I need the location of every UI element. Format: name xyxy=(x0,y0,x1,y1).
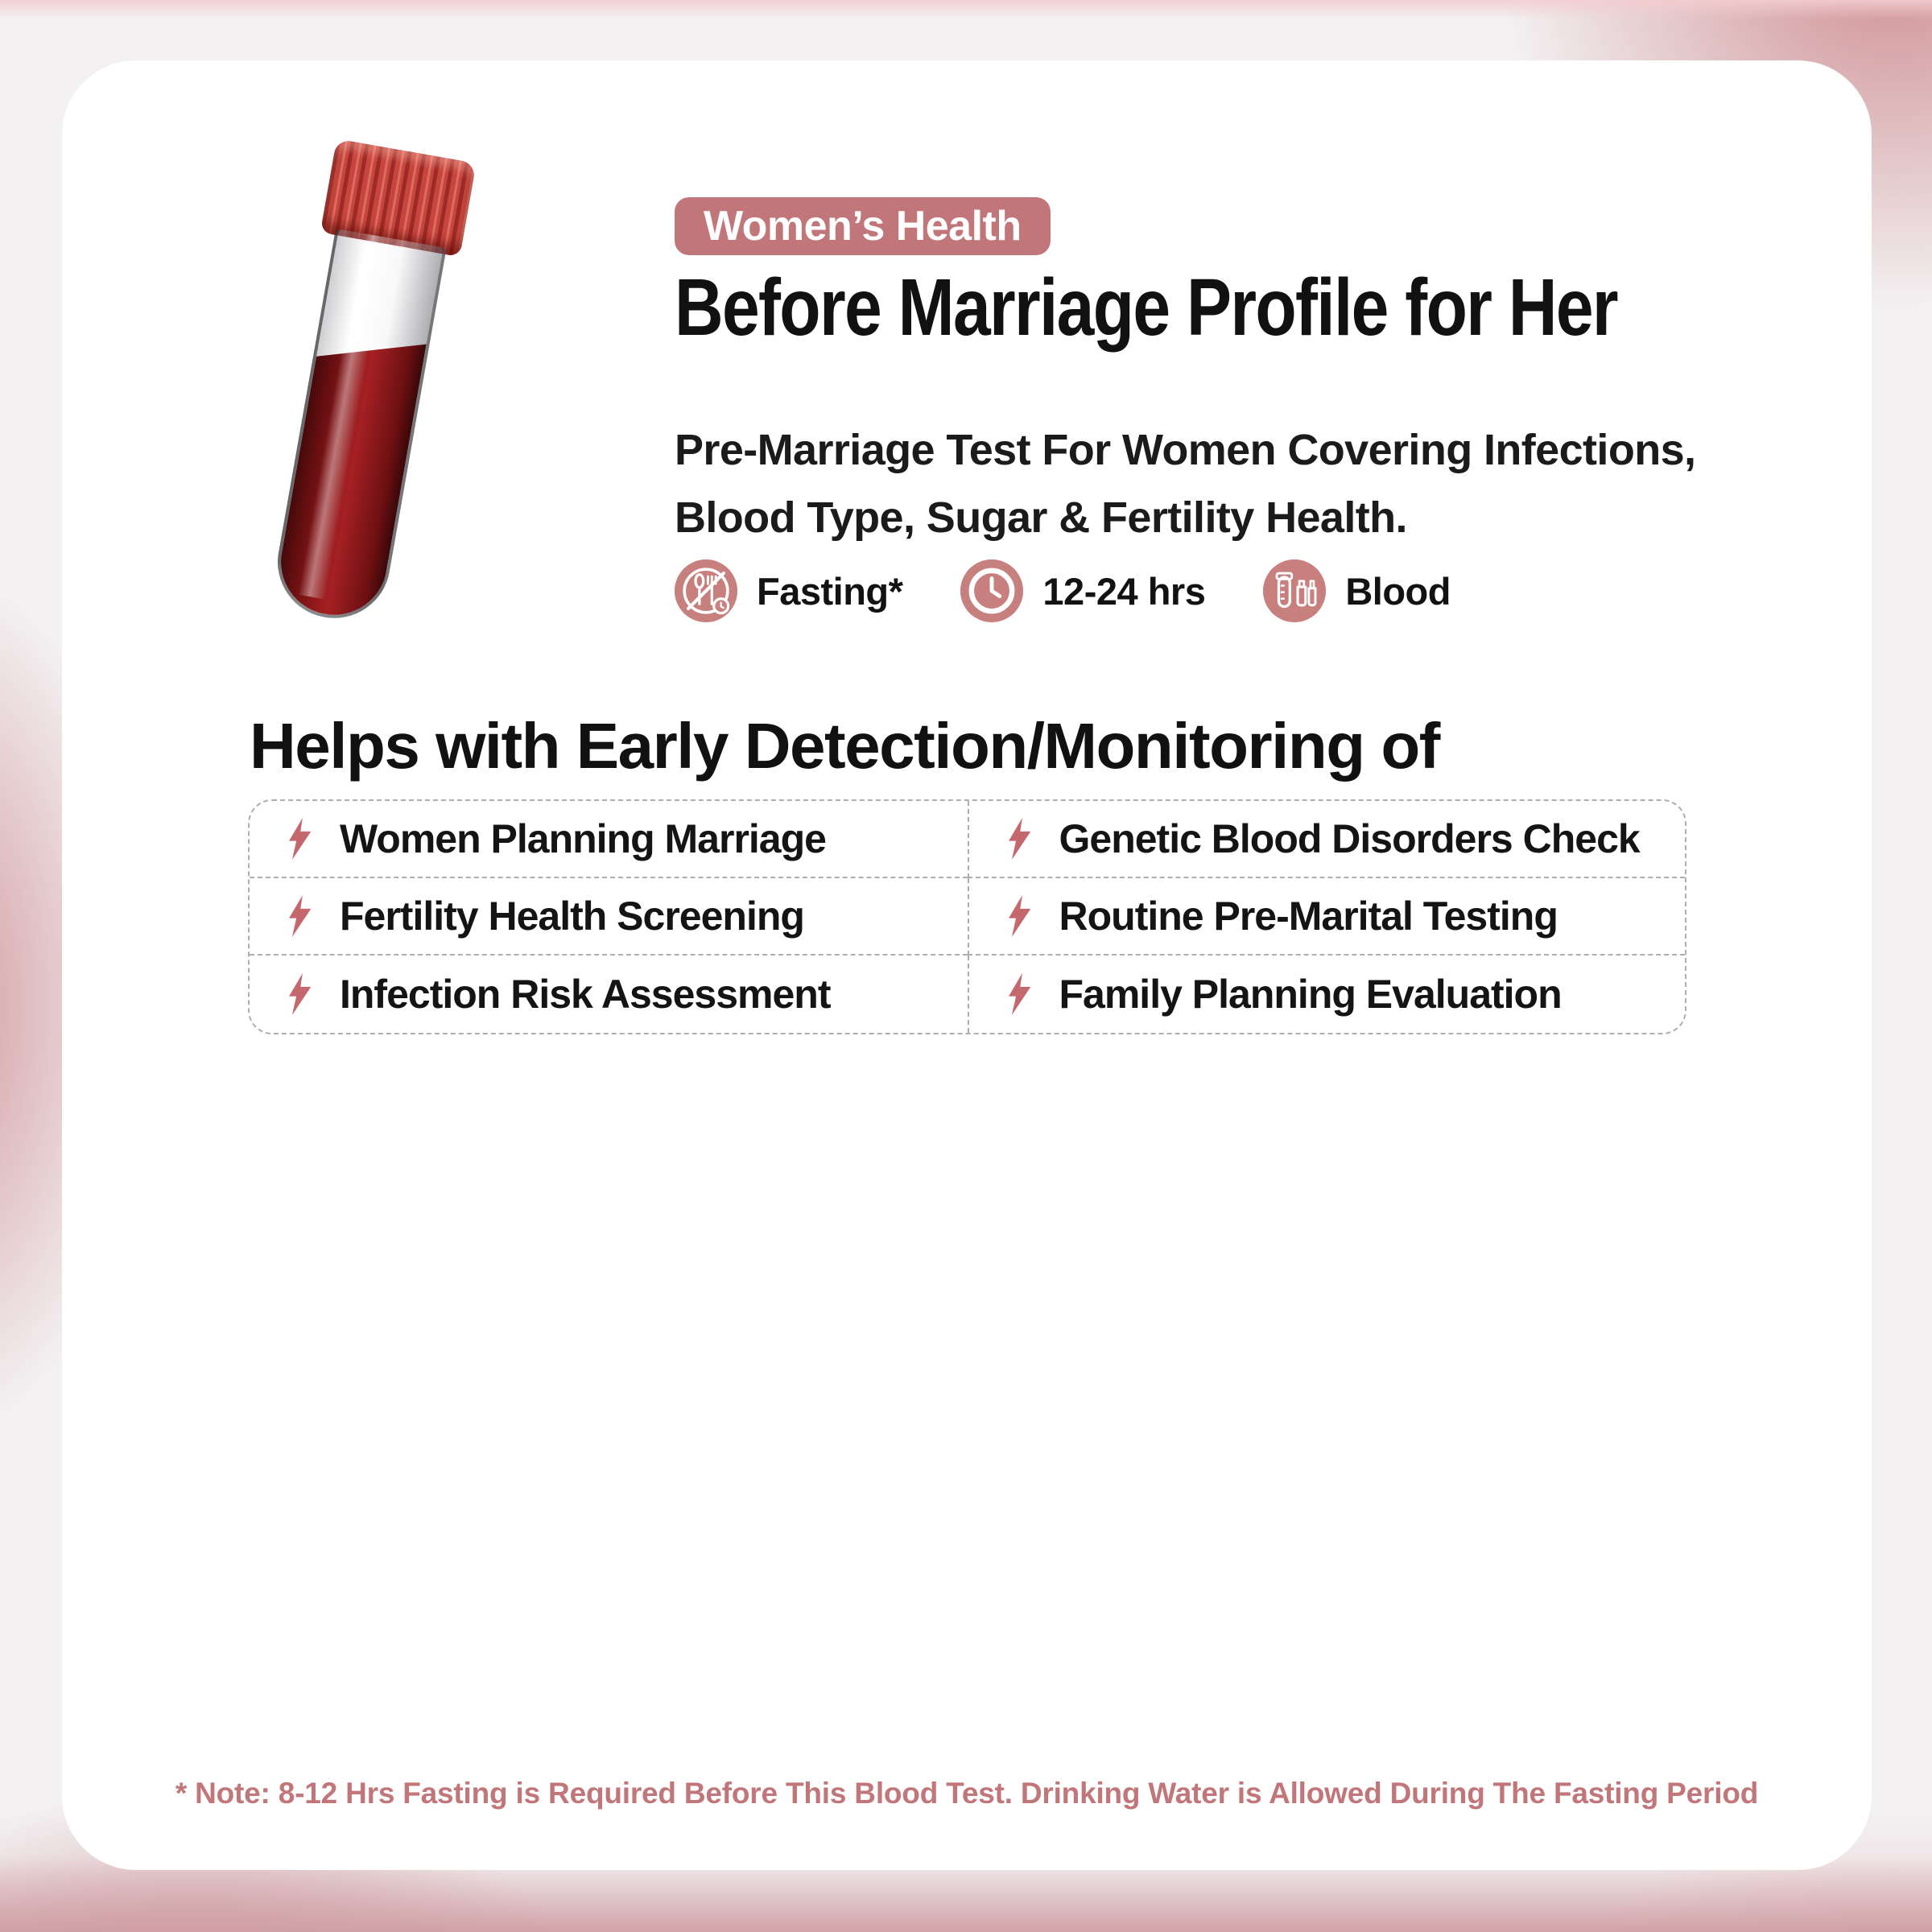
test-tube-highlight xyxy=(275,229,444,609)
fasting-label: Fasting* xyxy=(757,569,903,613)
benefit-label: Fertility Health Screening xyxy=(340,894,804,939)
lightning-bolt-icon xyxy=(287,973,312,1015)
benefit-label: Women Planning Marriage xyxy=(340,816,826,861)
benefits-grid xyxy=(248,799,1686,1034)
test-tube-glass xyxy=(269,229,447,627)
lightning-bolt-icon xyxy=(1006,895,1032,937)
meta-item-fasting xyxy=(675,559,902,622)
sample-label: Blood xyxy=(1345,569,1451,613)
page-title: Before Marriage Profile for Her xyxy=(675,262,1617,353)
category-badge-label: Women’s Health xyxy=(704,203,1022,250)
lightning-bolt-icon xyxy=(287,895,312,937)
benefit-label: Family Planning Evaluation xyxy=(1059,972,1562,1017)
lightning-bolt-icon xyxy=(1006,818,1032,860)
content-card xyxy=(62,60,1872,1870)
category-badge xyxy=(675,197,1051,255)
benefit-item xyxy=(968,801,1686,878)
fasting-note: * Note: 8-12 Hrs Fasting is Required Before This Blood Test. Drinking Water is Allowed During The Fasting Period xyxy=(175,1777,1759,1810)
duration-label: 12-24 hrs xyxy=(1042,569,1206,613)
benefit-item xyxy=(968,956,1686,1033)
test-description: Pre-Marriage Test For Women Covering Infections, Blood Type, Sugar & Fertility Health. xyxy=(675,426,1696,543)
clock-icon xyxy=(960,559,1023,622)
benefit-item xyxy=(250,801,968,878)
lightning-bolt-icon xyxy=(287,818,312,860)
benefit-item xyxy=(250,878,968,956)
blood-test-tube-illustration xyxy=(226,134,502,651)
meta-item-duration xyxy=(960,559,1205,622)
benefit-label: Infection Risk Assessment xyxy=(340,972,831,1017)
benefit-label: Genetic Blood Disorders Check xyxy=(1059,816,1640,861)
section-heading: Helps with Early Detection/Monitoring of xyxy=(250,710,1439,782)
benefit-item xyxy=(250,956,968,1033)
benefit-item xyxy=(968,878,1686,956)
test-meta-row xyxy=(675,559,1451,622)
blood-icon xyxy=(1263,559,1326,622)
fasting-icon xyxy=(675,559,737,622)
benefit-label: Routine Pre-Marital Testing xyxy=(1059,894,1558,939)
meta-item-sample xyxy=(1263,559,1451,622)
lightning-bolt-icon xyxy=(1006,973,1032,1015)
